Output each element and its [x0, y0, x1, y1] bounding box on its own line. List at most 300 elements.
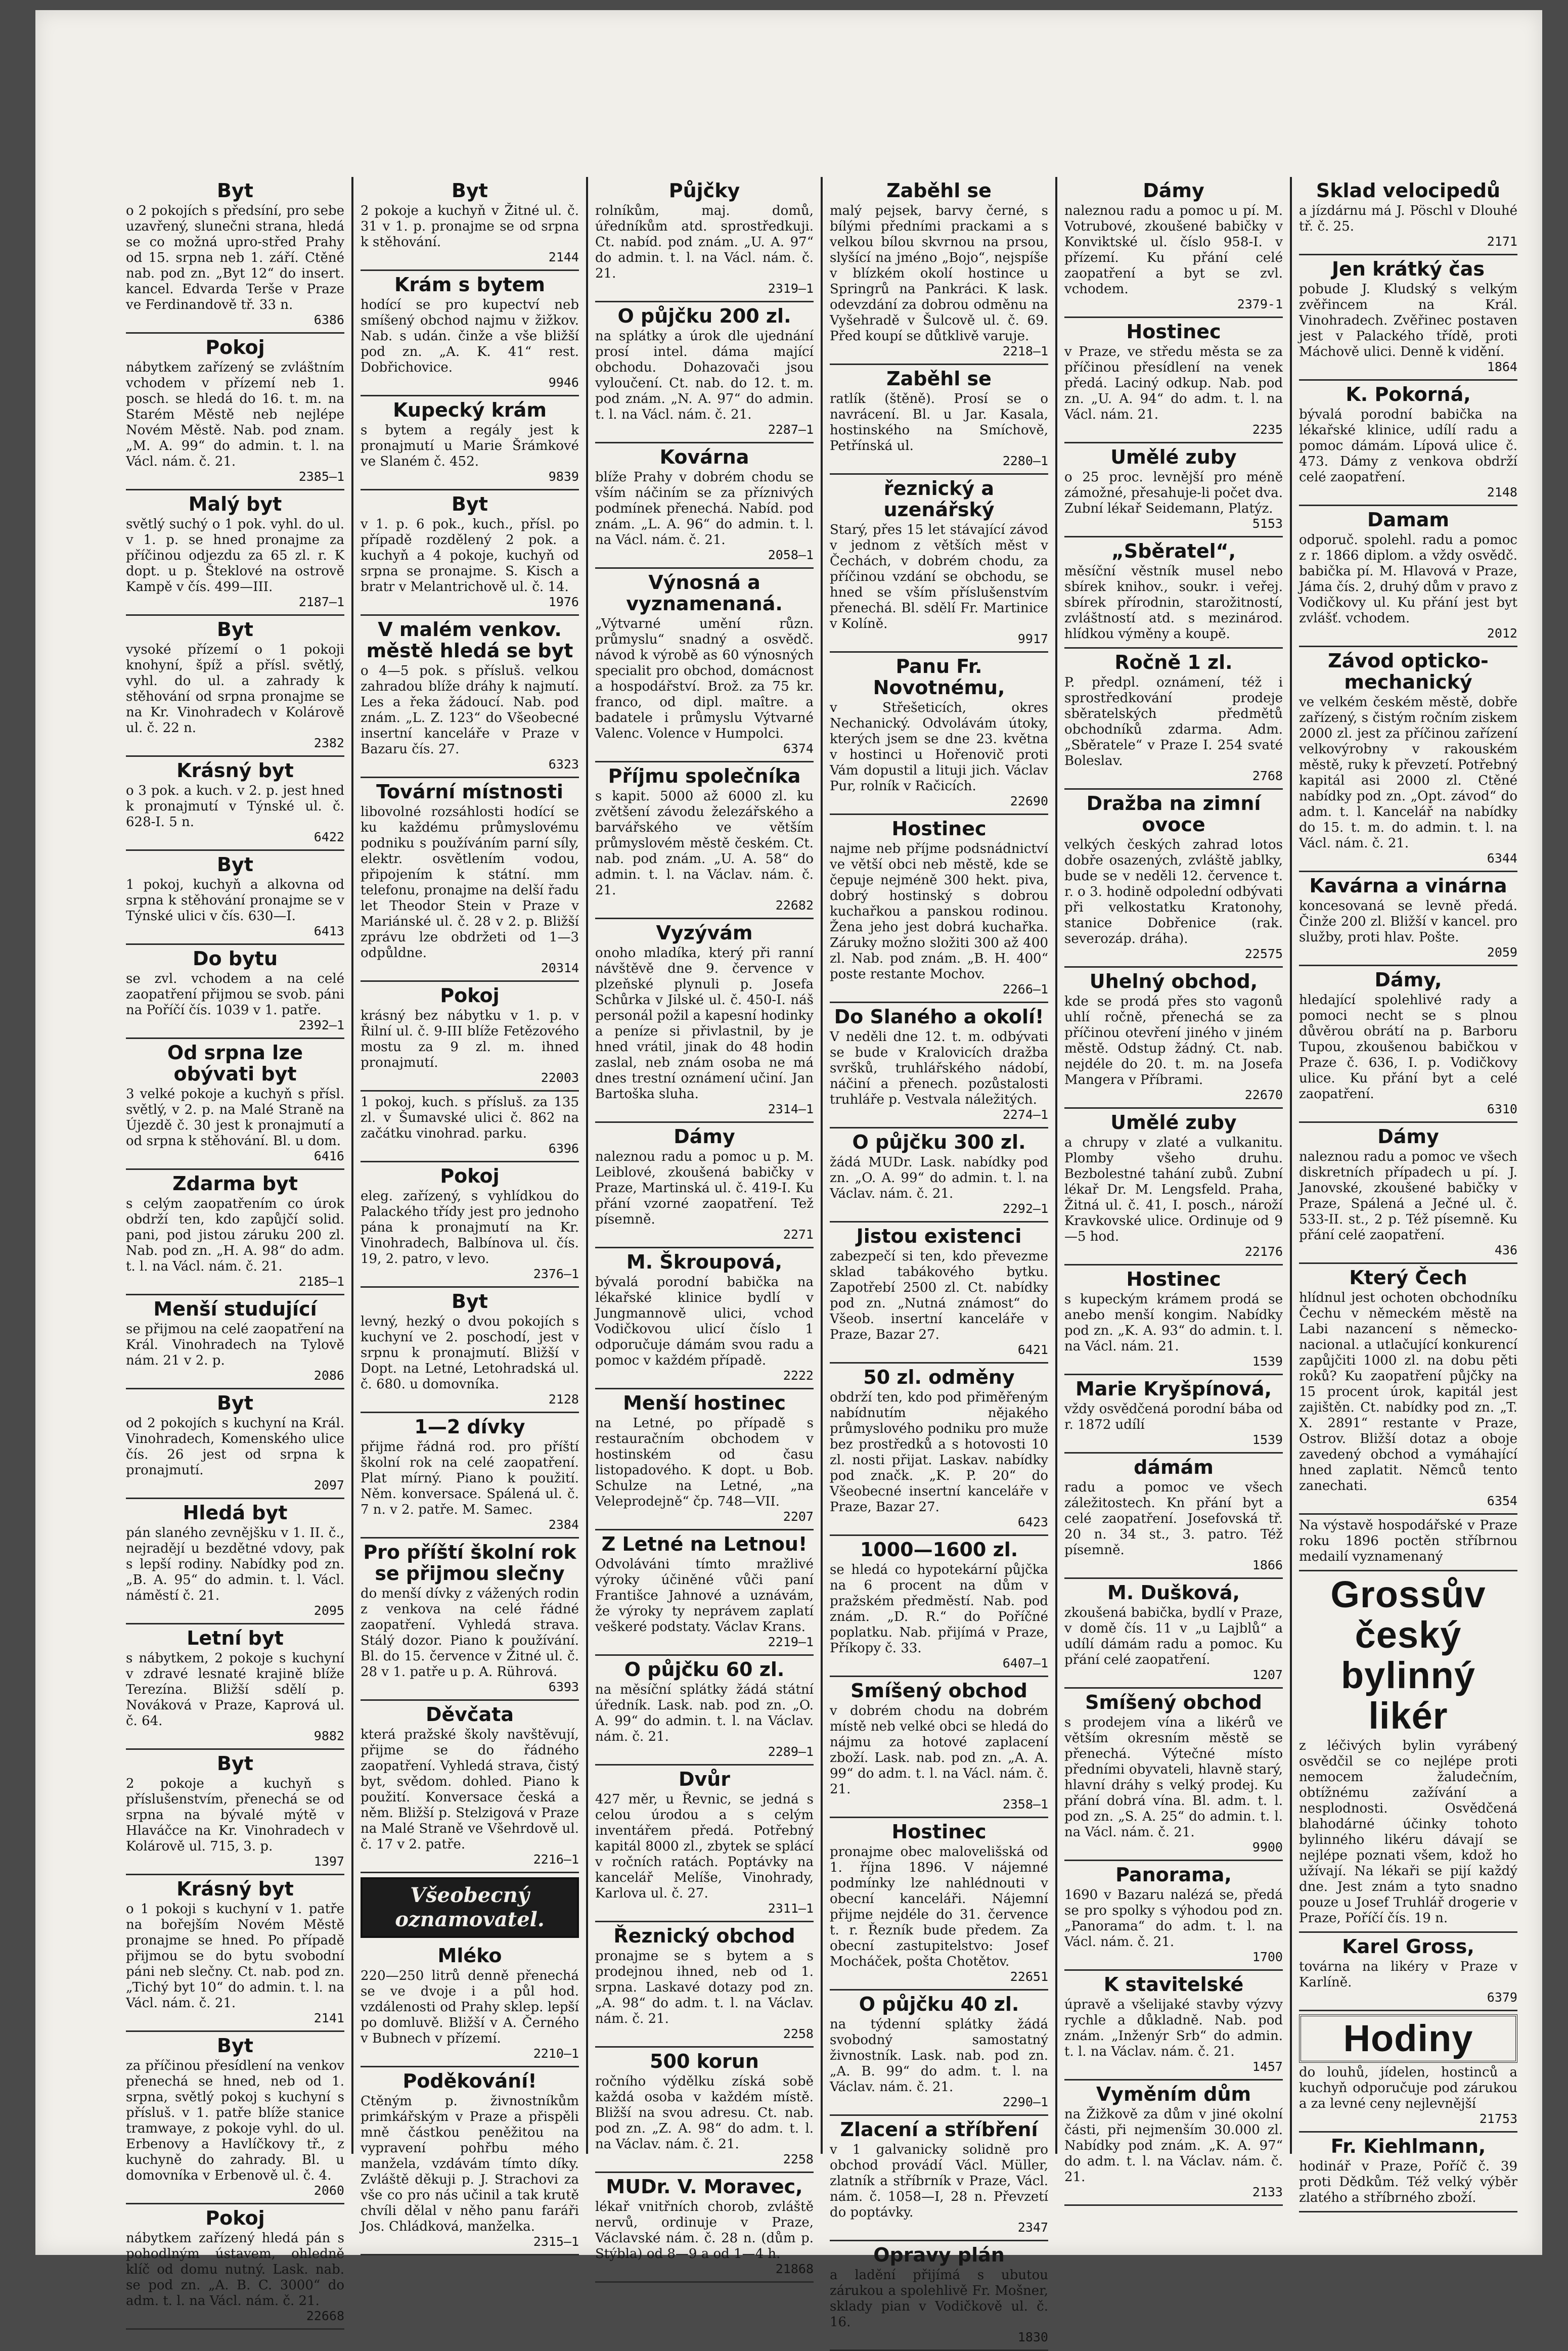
- ad-reference-number: 2379-1: [1237, 297, 1283, 311]
- ad-body: bývalá porodní babička na lékařské klinice bydlí v Jungmannově ulici, vchod Vodičkovou ulicí číslo 1 odporučuje dámám svou radu a pomoc v každém případě.: [595, 1275, 814, 1368]
- ad-heading: Menší studující: [153, 1298, 317, 1320]
- ad-body: P. předpl. oznámení, též i sprostředkování prodeje sběratelských předmětů obchodníků zdarma. Adm. „Sběratele“ v Praze I. 254 svaté Boleslav.: [1064, 675, 1283, 768]
- ad-reference-number: 6413: [313, 924, 344, 938]
- ad-body: o 3 pok. a kuch. v 2. p. jest hned k pronajmutí v Týnské ul. č. 628-I. 5 n.: [126, 783, 344, 830]
- ad-reference-number: 1700: [1252, 1950, 1283, 1964]
- ad-heading: Zaběhl se: [886, 368, 992, 390]
- ad-reference-number: 2258: [783, 2026, 814, 2041]
- ad-heading: Do Slaného a okolí!: [834, 1006, 1044, 1028]
- classified-ad: [1299, 872, 1517, 966]
- classified-ad: [126, 1624, 344, 1750]
- ad-heading: Krásný byt: [176, 759, 294, 782]
- ad-heading: Výnosná a vyznamenaná.: [626, 571, 783, 615]
- classified-ad: [126, 2204, 344, 2330]
- ad-reference-number: 9917: [1017, 631, 1048, 646]
- ad-reference-number: 6416: [313, 1149, 344, 1163]
- ad-reference-number: 2012: [1487, 626, 1517, 641]
- ad-reference-number: 1864: [1487, 359, 1517, 374]
- ad-heading: Byt: [217, 618, 253, 641]
- ad-heading: Sklad velocipedů: [1316, 179, 1501, 202]
- ad-body: o 4—5 pok. s přísluš. velkou zahradou blíže dráhy k najmutí. Les a řeka žádoucí. Nab. pod znám. „L. Z. 123“ do Všeobecné insertní kanceláře v Praze v Bazaru čís. 27.: [361, 663, 579, 757]
- column-5: [1057, 177, 1292, 2199]
- ad-heading: Od srpna lze obývati byt: [167, 1042, 303, 1085]
- ad-heading: Byt: [217, 1392, 253, 1414]
- classified-ad: [1064, 1454, 1283, 1579]
- ad-heading: Závod opticko-mechanický: [1328, 650, 1489, 693]
- classified-ad: [595, 569, 814, 762]
- ad-heading: Řeznický obchod: [613, 1925, 795, 1947]
- ad-body: pronajme se s bytem a s prodejnou ihned, neb od 1. srpna. Laskavé dotazy pod zn. „A. 98“ do adm. t. l. na Václav. nám. č. 21.: [595, 1949, 814, 2026]
- ad-heading: Hostinec: [1126, 1268, 1221, 1290]
- classified-ad: [830, 2241, 1048, 2351]
- classified-ad: [595, 1389, 814, 1530]
- ad-heading: V malém venkov. městě hledá se byt: [366, 618, 573, 662]
- ad-reference-number: 22003: [541, 1070, 579, 1085]
- ad-body: o 25 proc. levnější pro méně zámožné, přesahuje-li počet dva. Zubní lékař Seidemann, Platýz.: [1064, 470, 1283, 516]
- ad-heading: Smíšený obchod: [1085, 1691, 1262, 1713]
- classified-ad: [1064, 968, 1283, 1109]
- column-4: [823, 177, 1057, 2344]
- ad-heading: Umělé zuby: [1110, 446, 1237, 468]
- ad-body: pronajme obec malovelišská od 1. října 1896. V nájemné podmínky lze nahlédnouti v obecní kanceláři. Nájemní přijme nejdéle do 31. července t. r. Řezník bude předem. Za obecní zastupitelstvo: Josef Mocháček, pošta Chotětov.: [830, 1844, 1048, 1969]
- section-banner: Všeobecný oznamovatel.: [361, 1877, 579, 1938]
- classified-ad: [595, 443, 814, 569]
- ad-heading: Dámy: [674, 1125, 735, 1148]
- ad-heading: Děvčata: [425, 1703, 514, 1726]
- ad-body: úpravě a všelijaké stavby výzvy rychle a důkladně. Nab. pod znám. „Inženýr Srb“ do admin. t. l. na Václav. nám. č. 21.: [1064, 1997, 1283, 2059]
- column-3: [588, 177, 823, 2276]
- ad-reference-number: 6386: [313, 312, 344, 327]
- ad-body: se přijmou na celé zaopatření na Král. Vinohradech na Tylově nám. 21 v 2. p.: [126, 1322, 344, 1368]
- classified-ad: [1299, 255, 1517, 381]
- ad-reference-number: 6310: [1487, 1102, 1517, 1116]
- ad-body: se hledá co hypotekární půjčka na 6 procent na dům v pražském předměstí. Nab. pod znám. „D. R.“ do Poříčné poplatku. Nab. přijímá v Praze, Příkopy č. 33.: [830, 1562, 1048, 1656]
- classified-ad: [1064, 1689, 1283, 1861]
- ad-reference-number: 2097: [313, 1478, 344, 1493]
- ad-reference-number: 2314—1: [768, 1102, 814, 1116]
- classified-ad: [1064, 649, 1283, 790]
- ad-heading: Zdarma byt: [172, 1172, 298, 1195]
- classified-columns: [119, 177, 1525, 2344]
- ad-heading: Z Letné na Letnou!: [601, 1533, 808, 1555]
- ad-heading: 500 korun: [650, 2050, 759, 2072]
- ad-heading: Umělé zuby: [1110, 1111, 1237, 1134]
- ad-reference-number: 2218—1: [1002, 344, 1048, 358]
- ad-reference-number: 6407—1: [1002, 1656, 1048, 1670]
- ad-body: eleg. zařízený, s vyhlídkou do Palackého třídy jest pro jednoho pána k pronajmutí na Kr. Vinohradech, Balbínova ul. čís. 19, 2. patro, v levo.: [361, 1189, 579, 1267]
- classified-ad: [1299, 2011, 1517, 2133]
- classified-ad: [595, 2048, 814, 2173]
- classified-ad: [361, 1539, 579, 1701]
- ad-heading: Panorama,: [1115, 1864, 1232, 1886]
- ad-body: najme neb příjme podsnádnictví ve větší obci neb městě, kde se čepuje nejméně 300 hekt. piva, dobrý hostinský s dobrou kuchařkou a panskou rodinou. Žena jeho jest dobrá kuchařka. Záruky možno složiti 300 až 400 zl. Nab. pod znám. „B. H. 400“ poste restante Mochov.: [830, 841, 1048, 982]
- ad-body: Na výstavě hospodářské v Praze roku 1896 poctěn stříbrnou medailí vyznamenaný: [1299, 1518, 1517, 1564]
- ad-body: do louhů, jídelen, hostinců a kuchyň odporučuje pod zárukou a za levné ceny nejlevnější: [1299, 2065, 1517, 2111]
- ad-reference-number: 2311—1: [768, 1901, 814, 1916]
- ad-heading: Půjčky: [668, 179, 740, 202]
- ad-reference-number: 2210—1: [533, 2046, 579, 2061]
- ad-reference-number: 22651: [1010, 1969, 1048, 1984]
- classified-ad: [126, 1295, 344, 1389]
- ad-heading: Byt: [452, 179, 488, 202]
- ad-body: levný, hezký o dvou pokojích s kuchyní ve 2. poschodí, jest v srpnu k pronajmutí. Bližší v Dopt. na Letné, Letohradská ul. č. 680. u domovníka.: [361, 1314, 579, 1392]
- ad-body: kde se prodá přes sto vagonů uhlí ročně, přenechá se za příčinou otevření jiného v jiném městě. Odstup žádný. Ct. nab. nejdéle do 20. t. m. na Josefa Mangera v Příbrami.: [1064, 994, 1283, 1088]
- ad-body: lékař vnitřních chorob, zvláště nervů, ordinuje v Praze, Václavské nám. č. 28 n. (dům p. Stýbla) od 8—9 a od 1—4 h.: [595, 2199, 814, 2262]
- ad-heading: MUDr. V. Moravec,: [606, 2176, 803, 2198]
- ad-heading: Pokoj: [440, 984, 500, 1007]
- classified-ad: [361, 177, 579, 271]
- classified-ad: [1299, 381, 1517, 506]
- ad-heading: M. Škroupová,: [626, 1251, 783, 1273]
- ad-heading: Hodiny: [1299, 2014, 1517, 2063]
- classified-ad: [126, 1750, 344, 1875]
- ad-body: s bytem a regály jest k pronajmutí u Marie Šrámkové ve Slaném č. 452.: [361, 423, 579, 469]
- ad-reference-number: 6354: [1487, 1494, 1517, 1508]
- classified-ad: [1064, 790, 1283, 968]
- classified-ad: [361, 982, 579, 1092]
- ad-heading: Dámy: [1143, 179, 1204, 202]
- ad-reference-number: 21868: [775, 2262, 814, 2276]
- ad-heading: M. Dušková,: [1107, 1581, 1240, 1604]
- classified-ad: [1064, 537, 1283, 649]
- ad-reference-number: 1457: [1252, 2059, 1283, 2074]
- ad-reference-number: 436: [1494, 1243, 1517, 1257]
- ad-body: v Praze, ve středu města se za příčinou přesídlení na venek předá. Laciný odkup. Nab. pod zn. „U. A. 94“ do adm. t. l. na Václ. nám. 21.: [1064, 344, 1283, 422]
- ad-reference-number: 2133: [1252, 2185, 1283, 2199]
- ad-body: onoho mladíka, který při ranní návštěvě dne 9. července v plzeňské plynuli p. Josefa Schůrka v Jilské ul. č. 450-I. náš personál požil a kapesní hodinky a peníze si přivlastnil, by je hned vrátil, jinak do 48 hodin zaslal, neb znám osoba ne má dnes trestní oznámení učiní. Jan Bartoška sluha.: [595, 945, 814, 1102]
- ad-body: 3 velké pokoje a kuchyň s přísl. světlý, v 2. p. na Malé Straně na Újezdě č. 30 jest k pronajmutí a od srpna k stěhování. Bl. u dom.: [126, 1087, 344, 1149]
- ad-heading: Byt: [217, 2034, 253, 2057]
- ad-body: o 2 pokojích s předsíní, pro sebe uzavřený, slunečni strana, hledá se co možná upro-střed Prahy od 15. srpna neb 1. září. Ctěné nab. pod zn. „Byt 12“ do insert. kancel. Edvarda Terše v Praze ve Ferdinandově tř. 33 n.: [126, 203, 344, 312]
- ad-body: naleznou radu a pomoc u p. M. Leiblové, zkoušená babičky v Praze, Martinská ul. č. 419-I. Ku přání vzorné zaopatření. Tež písemně.: [595, 1149, 814, 1227]
- ad-reference-number: 2392—1: [298, 1018, 344, 1032]
- classified-ad: [1064, 443, 1283, 537]
- ad-body: malý pejsek, barvy černé, s bílými předními prackami a s velkou bílou skvrnou na prsou, slyšící na jméno „Bojo“, nejspíše v blízkém okolí hostince u Springrů na Pankráci. K lask. odevzdání za dobrou odměnu na Vyšehradě v Šulcově ul. č. 69. Před koupí se důtklivě varuje.: [830, 203, 1048, 344]
- ad-heading: Byt: [217, 853, 253, 876]
- ad-body: 2 pokoje a kuchyň v Žitné ul. č. 31 v 1. p. pronajme se od srpna k stěhování.: [361, 203, 579, 250]
- ad-reference-number: 2289—1: [768, 1744, 814, 1759]
- ad-heading: Pokoj: [440, 1165, 500, 1187]
- ad-body: hodící se pro kupectví neb smíšený obchod najmu v žižkov. Nab. s udán. činže a vše bližší pod zn. „A. K. 41“ rest. Dobřichovice.: [361, 297, 579, 375]
- ad-heading: Vyzývám: [656, 922, 753, 944]
- ad-reference-number: 2059: [1487, 945, 1517, 960]
- ad-body: s kapit. 5000 až 6000 zl. ku zvětšení závodu železářského a barvářského ve větším průmyslovém městě českém. Ct. nab. pod znám. „U. A. 58“ do admin. t. l. na Václav. nám. č. 21.: [595, 789, 814, 898]
- ad-reference-number: 22668: [306, 2309, 344, 2323]
- classified-ad: [1064, 177, 1283, 318]
- classified-ad: [1064, 1109, 1283, 1265]
- classified-ad: [361, 490, 579, 616]
- classified-ad: [830, 1991, 1048, 2116]
- ad-heading: Byt: [452, 493, 488, 515]
- ad-heading: řeznický a uzenářský: [883, 477, 995, 521]
- ad-heading: Malý byt: [188, 493, 282, 515]
- classified-ad: [595, 1766, 814, 1922]
- ad-reference-number: 2266—1: [1002, 982, 1048, 997]
- classified-ad: [1299, 1571, 1517, 1933]
- classified-ad: [126, 1389, 344, 1499]
- ad-heading: Jistou existenci: [856, 1225, 1022, 1247]
- classified-ad: [126, 177, 344, 334]
- ad-heading: Smíšený obchod: [850, 1680, 1027, 1702]
- ad-heading: Pro příští školní rok se přijmou slečny: [363, 1541, 576, 1585]
- classified-ad: [1064, 2081, 1283, 2206]
- ad-heading: Do bytu: [192, 947, 278, 970]
- ad-reference-number: 2384: [548, 1517, 579, 1532]
- ad-reference-number: 2235: [1252, 422, 1283, 437]
- ad-heading: Letní byt: [187, 1627, 284, 1649]
- classified-ad: [830, 365, 1048, 475]
- ad-body: 2 pokoje a kuchyň s příslušenstvím, přenechá se od srpna na bývalé mýtě v Hlaváčce na Kr. Vinohradech v Kolárově ul. 715, 3. p.: [126, 1776, 344, 1854]
- classified-ad: [1299, 1123, 1517, 1264]
- ad-heading: Pokoj: [205, 2207, 265, 2229]
- ad-body: v 1 galvanicky solidně pro obchod provádí Václ. Müller, zlatník a stříbrník v Praze, Václ. nám. č. 1058—I, 28 n. Převzetí do poptávky.: [830, 2142, 1048, 2220]
- ad-reference-number: 5153: [1252, 516, 1283, 531]
- ad-body: 1 pokoj, kuch. s přísluš. za 135 zl. v Šumavské ulici č. 862 na začátku vinohrad. parku.: [361, 1095, 579, 1141]
- classified-ad: [126, 1875, 344, 2032]
- classified-ad: [595, 302, 814, 443]
- ad-body: krásný bez nábytku v 1. p. v Řilní ul. č. 9-III blíže Fetězového mostu za 9 zl. m. ihned pronajmutí.: [361, 1008, 579, 1070]
- ad-body: přijme řádná rod. pro příští školní rok na celé zaopatření. Plat mírný. Piano k použití. Něm. konversace. Spálená ul. č. 7 n. v 2. patře. M. Samec.: [361, 1439, 579, 1517]
- ad-body: „Výtvarné umění různ. průmyslu“ snadný a osvědč. návod k výrobě as 60 výnosných specialit pro obchod, domácnost a hospodářství. Brož. za 75 kr. franco, od dipl. maître. a badatele i průmyslu Výtvarné Valenc. Volence v Humpolci.: [595, 616, 814, 741]
- ad-reference-number: 6393: [548, 1680, 579, 1694]
- ad-body: továrna na likéry v Praze v Karlíně.: [1299, 1959, 1517, 1990]
- classified-ad: [1299, 177, 1517, 255]
- ad-heading: Krásný byt: [176, 1878, 294, 1900]
- classified-ad: [830, 177, 1048, 365]
- ad-heading: Damam: [1367, 509, 1450, 531]
- ad-heading: Kovárna: [659, 446, 749, 468]
- classified-ad: [830, 653, 1048, 815]
- classified-ad: [126, 945, 344, 1039]
- classified-ad: [1064, 1971, 1283, 2081]
- ad-body: pán slaného zevnějšku v 1. II. č., nejradějí u bezdětné vdovy, pak s lepší rodiny. Nabídky pod zn. „B. A. 95“ do admin. t. l. Václ. náměstí č. 21.: [126, 1525, 344, 1603]
- ad-reference-number: 6323: [548, 757, 579, 772]
- ad-reference-number: 2128: [548, 1392, 579, 1407]
- ad-body: zkoušená babička, bydlí v Praze, v domě čís. 11 v „u Lajblů“ a udílí dámám radu a pomoc. Ku přání celé zaopatření.: [1064, 1605, 1283, 1667]
- ad-body: o 1 pokoji s kuchyní v 1. patře na bořejším Novém Městě pronajme se hned. Po případě přijmou se do bytu svobodní páni neb slečny. Ct. nab. pod zn. „Tichý byt 10“ do admin. t. l. na Václ. nám. č. 21.: [126, 1902, 344, 2011]
- ad-heading: dámám: [1134, 1456, 1214, 1478]
- ad-heading: Který Čech: [1349, 1267, 1467, 1289]
- ad-body: světlý suchý o 1 pok. vyhl. do ul. v 1. p. se hned pronajme za příčinou odjezdu za 65 zl. r. K dopt. u p. Šteklové na ostrově Kampě v čís. 499—III.: [126, 517, 344, 595]
- classified-ad: [1064, 1375, 1283, 1454]
- ad-body: na měsíční splátky žádá státní úředník. Lask. nab. pod zn. „O. A. 99“ do admin. t. l. na Václav. nám. č. 21.: [595, 1682, 814, 1744]
- ad-reference-number: 22690: [1010, 794, 1048, 808]
- classified-ad: [361, 1942, 579, 2067]
- ad-body: do menší dívky z vážených rodin z venkova na celé řádné zaopatření. Vyhledá strava. Stálý dozor. Piano k používání. Bl. do 15. července v Žitné ul. č. 28 v 1. patře u p. A. Rührová.: [361, 1586, 579, 1680]
- ad-body: velkých českých zahrad lotos dobře osazených, zvláště jablky, bude se v neděli 12. července t. r. o 3. hodině odpolední odbývati při velkostatku Kratonohy, stanice Dobřenice (rak. severozáp. dráha).: [1064, 837, 1283, 946]
- ad-body: ročního výdělku získá sobě každá osoba v každém místě. Bližší na svou adresu. Ct. nab. pod zn. „Z. A. 98“ do adm. t. l. na Václav. nám. č. 21.: [595, 2074, 814, 2152]
- ad-reference-number: 22682: [775, 898, 814, 913]
- ad-body: za příčinou přesídlení na venkov přenechá se hned, neb od 1. srpna, světlý pokoj s kuchyní s přísluš. v 1. patře blíže stanice tramwaye, z pokoje vyhl. do ul. Erbenovy a Havlíčkovy tř., z kuchyně do zahrady. Bl. u domovníka v Erbenově ul. č. 4.: [126, 2058, 344, 2183]
- ad-reference-number: 1830: [1017, 2330, 1048, 2344]
- classified-ad: [1064, 1265, 1283, 1375]
- ad-body: od 2 pokojích s kuchyní na Král. Vinohradech, Komenského ulice čís. 26 jest od srpna k pronajmutí.: [126, 1416, 344, 1478]
- ad-reference-number: 2219—1: [768, 1635, 814, 1649]
- classified-ad: [1299, 1933, 1517, 2011]
- ad-body: 1690 v Bazaru nalézá se, předá se pro spolky s výhodou pod zn. „Panorama“ do adm. t. l. na Václ. nám. č. 21.: [1064, 1887, 1283, 1950]
- ad-body: na týdenní splátky žádá svobodný samostatný živnostník. Lask. nab. pod zn. „A. B. 99“ do adm. t. l. na Václav. nám. č. 21.: [830, 2017, 1048, 2095]
- ad-heading: Dámy,: [1374, 969, 1442, 991]
- ad-reference-number: 2222: [783, 1368, 814, 1383]
- ad-heading: Mléko: [437, 1945, 502, 1967]
- ad-heading: Poděkování!: [402, 2070, 537, 2092]
- ad-heading: 1—2 dívky: [414, 1416, 525, 1438]
- classified-ad: [595, 1123, 814, 1248]
- ad-heading: 50 zl. odměny: [863, 1366, 1015, 1388]
- ad-reference-number: 2141: [313, 2011, 344, 2025]
- ad-body: a chrupy v zlaté a vulkanitu. Plomby všeho druhu. Bezbolestné tahání zubů. Zubní lékař Dr. M. Lengsfeld. Praha, Žitná ul. č. 41, I. posch., nároží Kravkovské ulice. Ordinuje od 9—5 hod.: [1064, 1135, 1283, 1244]
- classified-ad: [830, 1677, 1048, 1818]
- ad-reference-number: 2358—1: [1002, 1797, 1048, 1812]
- classified-ad: [126, 1039, 344, 1170]
- ad-reference-number: 2271: [783, 1227, 814, 1242]
- ad-heading: Hostinec: [1126, 321, 1221, 343]
- ad-body: hlídnul jest ochoten obchodníku Čechu v německém městě na Labi nazancení s německo-nacional. a utlačující konkurencí zapůjčiti 1000 zl. na dobu pěti roků? Ku zaopatření půjčky na 15 procent úrok, kapitál jest zajištěn. Ct. nabídky pod zn. „T. X. 2891“ restante v Praze, Ostrov. Bližší dotaz a oboje zavedený obchod a vymáhající hned zaplatit. Němců tento zanechati.: [1299, 1290, 1517, 1494]
- ad-reference-number: 6344: [1487, 851, 1517, 866]
- ad-reference-number: 2385—1: [298, 469, 344, 484]
- classified-ad: [361, 1092, 579, 1162]
- classified-ad: [361, 1413, 579, 1539]
- ad-body: 1 pokoj, kuchyň a alkovna od srpna k stěhování pronajme se v Týnské ulici v čís. 630—I.: [126, 877, 344, 924]
- ad-body: s prodejem vína a likérů ve větším okresním městě se přenechá. Výtečné místo předními obyvateli, hlavně starý, hlavní dráhy s velký prodej. Ku přání dobrá vína. Bl. adm. t. l. pod zn. „S. A. 25“ do admin. t. l. na Václ. nám. č. 21.: [1064, 1715, 1283, 1840]
- ad-reference-number: 2292—1: [1002, 1201, 1048, 1216]
- ad-reference-number: 2347: [1017, 2220, 1048, 2235]
- ad-body: která pražské školy navštěvují, přijme se do řádného zaopatření. Vyhledá strava, čistý byt, svědom. dohled. Piano k použití. Konversace česká a něm. Bližší p. Stelzigová v Praze na Malé Straně ve Všehrdově ul. č. 17 v 2. patře.: [361, 1727, 579, 1852]
- ad-body: vždy osvědčená porodní bába od r. 1872 udílí: [1064, 1401, 1283, 1432]
- ad-body: Starý, přes 15 let stávající závod v jednom z větších měst v Čechách, v dobrém chodu, za příčinou vzdání se obchodu, se hned se vším příslušenstvím přenechá. Bl. sdělí Fr. Martinice v Kolíně.: [830, 522, 1048, 631]
- ad-reference-number: 2315—1: [533, 2234, 579, 2249]
- ad-heading: Vyměním dům: [1096, 2083, 1251, 2105]
- classified-ad: [361, 1701, 579, 1873]
- ad-reference-number: 2207: [783, 1509, 814, 1524]
- ad-body: ratlík (štěně). Prosí se o navrácení. Bl. u Jar. Kasala, hostinského na Smíchově, Petřínská ul.: [830, 391, 1048, 454]
- ad-reference-number: 22670: [1244, 1088, 1283, 1102]
- classified-ad: [1299, 966, 1517, 1123]
- ad-reference-number: 9900: [1252, 1840, 1283, 1855]
- ad-body: a ladění přijímá s ubutou zárukou a spolehlivě Fr. Mošner, sklady pian v Vodičkově ul. č. 16.: [830, 2268, 1048, 2330]
- classified-ad: [126, 616, 344, 757]
- ad-heading: Byt: [217, 1752, 253, 1775]
- ad-reference-number: 2258: [783, 2152, 814, 2166]
- classified-ad: [830, 1128, 1048, 1223]
- classified-ad: [595, 762, 814, 919]
- ad-heading: O půjčku 200 zl.: [617, 305, 791, 327]
- classified-ad: [126, 757, 344, 851]
- ad-heading: Opravy plán: [873, 2244, 1005, 2266]
- ad-reference-number: 20314: [541, 961, 579, 975]
- ad-body: ve velkém českém městě, dobře zařízený, s čistým ročním ziskem 2000 zl. jest za příčinou zařízení velkovýrobny v rakouském městě, ruky k převzetí. Potřebný kapitál asi 2000 zl. Ctěné nabídky pod zn. „Opt. závod“ do adm. t. l. Kancelář na nabídky do 15. t. m. do admin. t. l. na Václ. nám. č. 21.: [1299, 695, 1517, 851]
- ad-reference-number: 1207: [1252, 1667, 1283, 1682]
- classified-ad: [1299, 2133, 1517, 2212]
- ad-body: s kupeckým krámem prodá se anebo menší kongim. Nabídky pod zn. „K. A. 93“ do admin. t. l. na Václ. nám. 21.: [1064, 1292, 1283, 1354]
- ad-body: zabezpečí si ten, kdo převezme sklad tabákového bytku. Zapotřebí 2500 zl. Ct. nabídky pod zn. „Nutná známost“ do Všeob. insertní kanceláře v Praze, Bazar 27.: [830, 1249, 1048, 1342]
- ad-reference-number: 2280—1: [1002, 454, 1048, 468]
- ad-heading: Kavárna a vinárna: [1309, 875, 1507, 897]
- ad-reference-number: 2382: [313, 736, 344, 750]
- ad-heading: Dražba na zimní ovoce: [1086, 792, 1261, 836]
- classified-ad: [361, 778, 579, 982]
- ad-body: pobude J. Kludský s velkým zvěřincem na Král. Vinohradech. Zvěřinec postaven jest v Palackého třídě, proti Máchově ulici. Denně k vidění.: [1299, 282, 1517, 359]
- ad-heading: O půjčku 60 zl.: [624, 1658, 785, 1681]
- classified-ad: [595, 1656, 814, 1766]
- ad-heading: Příjmu společníka: [608, 765, 801, 787]
- ad-body: v dobrém chodu na dobrém místě neb velké obci se hledá do nájmu za hotové zaplacení zboží. Lask. nab. pod zn. „A. A. 99“ do adm. t. l. na Václ. nám. č. 21.: [830, 1703, 1048, 1797]
- ad-body: hodinář v Praze, Poříč č. 39 proti Dědkům. Též velký výběr zlatého a stříbrného zboží.: [1299, 2159, 1517, 2205]
- ad-body: v 1. p. 6 pok., kuch., přísl. po případě rozdělený 2 pok. a kuchyň a 4 pokoje, kuchyň od srpna se pronajme. S. Kisch a bratr v Melantrichově ul. č. 14.: [361, 517, 579, 595]
- ad-heading: K. Pokorná,: [1346, 383, 1471, 405]
- ad-body: hledající spolehlivé rady a pomoci necht se s plnou důvěrou obrátí na p. Barboru Tupou, zkoušenou babičkou v Praze č. 636, I. p. Vodičkovy ulice. Ku přání byt a celé zaopatření.: [1299, 992, 1517, 1102]
- ad-body: 220—250 litrů denně přenechá se ve dvoje i a půl hod. vzdálenosti od Prahy sklep. lepší po domluvě. Bližší v A. Černého v Bubnech v přízemí.: [361, 1968, 579, 2046]
- ad-body: koncesovaná se levně předá. Činže 200 zl. Bližší v kancel. pro služby, proti hlav. Pošte.: [1299, 898, 1517, 945]
- ad-body: libovolné rozsáhlosti hodící se ku každému průmyslovému podniku s používáním parní síly, elektr. osvětlením vodou, připojením k státní. mm telefonu, pronajme na delší řadu let Theodor Stein v Praze v Mariánské ul. č. 28 v 2. p. Bližší zprávu lze obdržeti od 1—3 odpůldne.: [361, 804, 579, 961]
- classified-ad: [595, 1922, 814, 2048]
- ad-heading: Jen krátký čas: [1331, 258, 1485, 280]
- ad-reference-number: 6422: [313, 830, 344, 844]
- ad-body: měsíční věstník musel nebo sbírek knihov., soukr. i veřej. sbírek přírodnin, starožitností, zvláštností atd. s mezinárod. hlídkou výměny a koupě.: [1064, 564, 1283, 642]
- ad-heading: Byt: [217, 179, 253, 202]
- classified-ad: [595, 919, 814, 1123]
- classified-ad: [595, 2173, 814, 2283]
- ad-heading: Dvůr: [678, 1768, 731, 1790]
- classified-ad: [830, 815, 1048, 1003]
- ad-heading: O půjčku 40 zl.: [859, 1993, 1019, 2015]
- ad-heading: Panu Fr. Novotnému,: [873, 655, 1005, 699]
- ad-heading: Karel Gross,: [1342, 1935, 1474, 1958]
- classified-ad: [830, 475, 1048, 653]
- ad-heading: 1000—1600 zl.: [860, 1539, 1018, 1561]
- classified-ad: [1299, 1264, 1517, 1515]
- classified-ad: [1299, 1515, 1517, 1571]
- ad-heading: K stavitelské: [1103, 1973, 1244, 1996]
- classified-ad: [126, 2032, 344, 2204]
- newspaper-page: [35, 10, 1542, 2344]
- column-6: [1292, 177, 1525, 2205]
- ad-heading: Byt: [452, 1290, 488, 1313]
- classified-ad: [361, 396, 579, 490]
- ad-reference-number: 2376—1: [533, 1267, 579, 1281]
- ad-body: obdrží ten, kdo pod přiměřeným nabídnutím nějakého průmyslového podniku pro muže bez prostředků a s hotovosti 10 zl. nosti přijat. Laskav. nabídky pod značk. „K. P. 20“ do Všeobecné insertní kanceláře v Praze, Bazar 27.: [830, 1390, 1048, 1515]
- ad-body: vysoké přízemí o 1 pokoji knohyní, špíž a přísl. světlý, vyhl. do ul. a zahrady k stěhování od srpna pronajme se na Kr. Vinohradech v Kolárově ul. č. 22 n.: [126, 642, 344, 736]
- ad-body: odporuč. spolehl. radu a pomoc z r. 1866 diplom. a vždy osvědč. babička pí. M. Hlavová v Praze, Jáma čís. 2, druhý dům v pravo z Vodičkovy ul. Ku přání jest byt zvlášť. vchodem.: [1299, 532, 1517, 626]
- ad-reference-number: 2185—1: [298, 1274, 344, 1289]
- classified-ad: [595, 1530, 814, 1656]
- ad-body: naleznou radu a pomoc ve všech diskretních případech u pí. J. Janovské, zkoušené babičky v Praze, Spálená a Ječné ul. č. 533-II. st., 2 p. Též písemně. Ku přání celé zaopatření.: [1299, 1149, 1517, 1243]
- ad-reference-number: 2187—1: [298, 595, 344, 609]
- ad-body: žádá MUDr. Lask. nabídky pod zn. „O. A. 99“ do admin. t. l. na Václav. nám. č. 21.: [830, 1155, 1048, 1201]
- ad-heading: Menší hostinec: [623, 1392, 786, 1414]
- classified-ad: [830, 1818, 1048, 1991]
- ad-body: na splátky a úrok dle ujednání prosí intel. dáma mající obchodu. Dohazovači jsou vyloučení. Ct. nab. do 12. t. m. pod znám. „N. A. 97“ do admin. t. l. na Václ. nám. č. 21.: [595, 329, 814, 422]
- ad-reference-number: 6421: [1017, 1342, 1048, 1357]
- ad-body: v Střešeticích, okres Nechanický. Odvolávám útoky, kterých jsem se dne 23. května v hostinci u Hořenovič proti Vám dopustil a lituji jich. Václav Pur, rolník v Račicích.: [830, 700, 1048, 794]
- ad-body: nábytkem zařízený se zvláštním vchodem v přízemí neb 1. posch. se hledá do 16. t. m. na Starém Městě neb nejlépe Novém Městě. Nab. pod znam. „M. A. 99“ do admin. t. l. na Václ. nám. č. 21.: [126, 360, 344, 469]
- ad-reference-number: 22176: [1244, 1244, 1283, 1259]
- classified-ad: [361, 2067, 579, 2255]
- ad-heading: Grossův český bylinný likér: [1330, 1573, 1486, 1737]
- classified-ad: [126, 490, 344, 616]
- ad-heading: Tovární místnosti: [376, 781, 563, 803]
- ad-reference-number: 2060: [313, 2183, 344, 2198]
- ad-body: na Letné, po případě s restauračním obchodem v hostinském od času listopadového. K dopt. u Bob. Schulze na Letné, „na Veleprodejně“ čp. 748—VII.: [595, 1416, 814, 1509]
- ad-body: Ctěným p. živnostníkům primkářským v Praze a přispěli mně částkou peněžitou na vypravení pohřbu mého manžela, vzdávám tímto díky. Zvláště děkuji p. J. Strachovi za vše co pro nás učinil a tak krutě chvíli dělal v něho panu faráři Jos. Chládková, manželka.: [361, 2094, 579, 2234]
- ad-body: s celým zaopatřením co úrok obdrží ten, kdo zapůjčí solid. pani, pod jistou záruku 200 zl. Nab. pod zn. „H. A. 98“ do adm. t. l. na Václ. nám. č. 21.: [126, 1196, 344, 1274]
- classified-ad: [1299, 647, 1517, 872]
- ad-body: Odvoláváni tímto mražlivé výroky účiněné vůči paní Františce Jahnové a uznávám, že výroky ty neprávem zaplatí veškeré podstaty. Václav Krans.: [595, 1557, 814, 1635]
- ad-reference-number: 2058—1: [768, 548, 814, 562]
- ad-heading: Zaběhl se: [886, 179, 992, 202]
- ad-body: z léčivých bylin vyrábený osvědčil se co nejlépe proti nemocem žaludečním, obtížnému zažívání a nesplodnosti. Osvědčená blahodárné účinky tohoto bylinného likéru dávají se nejlépe poznati všem, kdož ho užívají. Na lékaři se pijí každý dne. Jest znám a tyto snadno pouze u Josef Truhlář drogerie v Praze, Poříčí čís. 19 n.: [1299, 1738, 1517, 1926]
- ad-heading: Dámy: [1377, 1125, 1439, 1148]
